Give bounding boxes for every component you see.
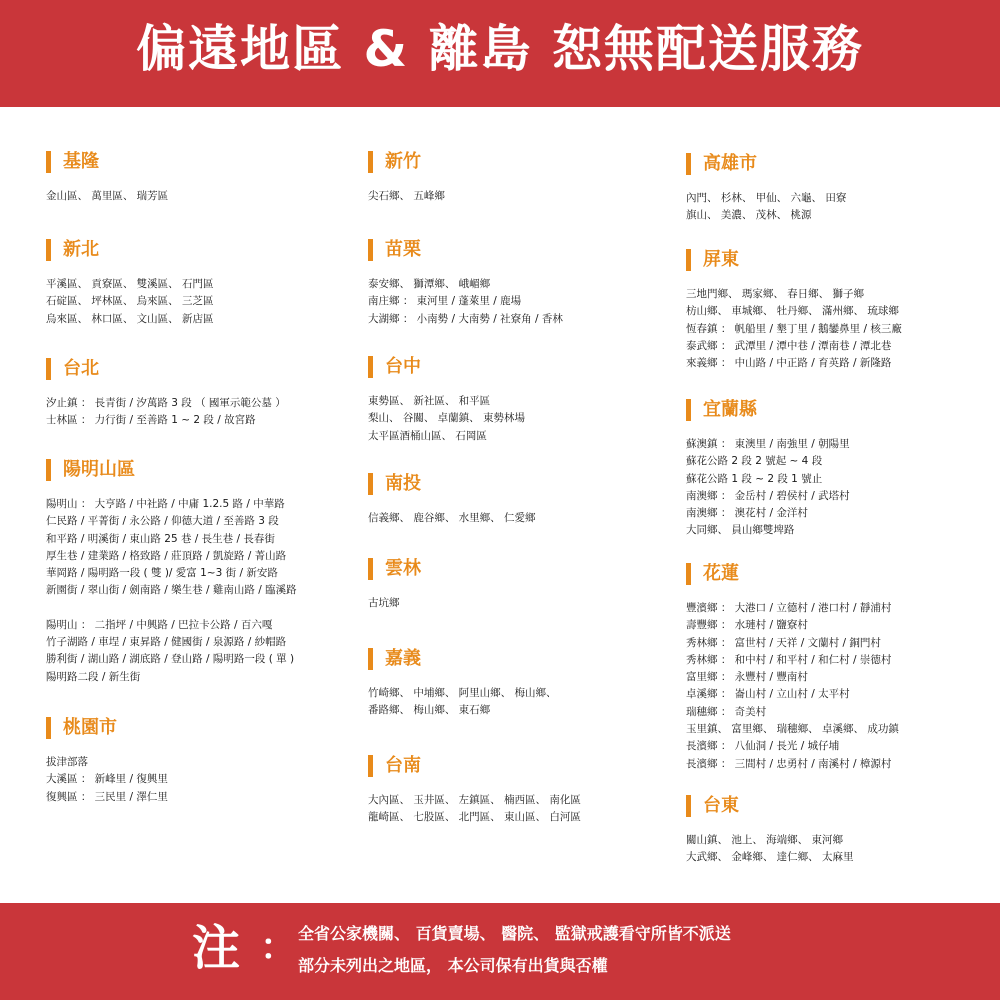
region-line: 南澳鄉 ： 澳花村 / 金洋村 <box>686 507 808 520</box>
region-pingtung <box>686 248 996 372</box>
region-name: 苗栗 <box>385 239 421 260</box>
region-marker <box>46 358 51 380</box>
region-name: 台北 <box>63 358 99 379</box>
region-taitung <box>686 794 996 867</box>
region-yilan <box>686 398 996 540</box>
region-line: 內門、 杉林、 甲仙、 六龜、 田寮 <box>686 192 847 204</box>
region-line: 烏來區、 林口區、 文山區、 新店區 <box>46 312 214 325</box>
region-marker <box>368 558 373 580</box>
region-name: 台東 <box>703 795 739 816</box>
region-name: 新竹 <box>385 151 421 172</box>
region-name: 台中 <box>385 356 421 377</box>
region-line: 厚生巷 / 建業路 / 格致路 / 莊頂路 / 凱旋路 / 菁山路 <box>46 549 287 562</box>
region-line: 大溪區 ： 新峰里 / 復興里 <box>46 773 168 786</box>
line-spacer <box>46 600 356 617</box>
region-kaohsiung <box>686 152 996 225</box>
region-line: 陽明路二段 / 新生街 <box>46 670 141 683</box>
region-line: 平溪區、 貢寮區、 雙溪區、 石門區 <box>46 278 214 290</box>
region-name: 陽明山區 <box>63 459 135 480</box>
region-line: 豐濱鄉 ： 大港口 / 立德村 / 港口村 / 靜浦村 <box>686 602 892 614</box>
region-line: 和平路 / 明溪街 / 東山路 25 巷 / 長生巷 / 長春街 <box>46 532 275 545</box>
region-marker <box>368 648 373 670</box>
region-taoyuan <box>46 716 356 806</box>
region-line: 梨山、 谷關、 卓蘭鎮、 東勢林場 <box>368 412 526 425</box>
region-name: 雲林 <box>385 558 421 579</box>
region-line: 關山鎮、 池上、 海端鄉、 東河鄉 <box>686 834 844 846</box>
region-line: 大內區、 玉井區、 左鎮區、 楠西區、 南化區 <box>368 794 581 806</box>
region-miaoli <box>368 238 678 328</box>
region-nantou <box>368 472 678 527</box>
region-taichung <box>368 355 678 445</box>
region-line: 三地門鄉、 瑪家鄉、 春日鄉、 獅子鄉 <box>686 288 865 300</box>
page-title: 偏遠地區 & 離島 恕無配送服務 <box>136 20 864 78</box>
region-line: 枋山鄉、 車城鄉、 牡丹鄉、 滿州鄉、 琉球鄉 <box>686 305 899 318</box>
region-marker <box>368 755 373 777</box>
region-line: 玉里鎮、 富里鄉、 瑞穗鄉、 卓溪鄉、 成功鎮 <box>686 723 899 736</box>
region-line: 富里鄉 ： 永豐村 / 豐南村 <box>686 671 808 684</box>
region-marker <box>368 239 373 261</box>
region-keelung <box>46 150 356 205</box>
region-name: 高雄市 <box>703 153 757 174</box>
region-line: 尖石鄉、 五峰鄉 <box>368 190 445 202</box>
region-line: 東勢區、 新社區、 和平區 <box>368 395 491 407</box>
region-line: 南澳鄉 ： 金岳村 / 碧侯村 / 武塔村 <box>686 489 850 502</box>
region-name: 新北 <box>63 239 99 260</box>
region-marker <box>686 153 691 175</box>
region-marker <box>368 473 373 495</box>
region-line: 古坑鄉 <box>368 597 400 609</box>
region-line: 長濱鄉 ： 三間村 / 忠勇村 / 南溪村 / 樟源村 <box>686 757 892 770</box>
region-marker <box>46 459 51 481</box>
title-banner <box>0 0 1000 107</box>
region-line: 蘇澳鎮 ： 東澳里 / 南強里 / 朝陽里 <box>686 438 850 450</box>
region-hsinchu <box>368 150 678 205</box>
region-line: 陽明山 ： 大亨路 / 中社路 / 中庸 1.2.5 路 / 中華路 <box>46 498 285 510</box>
region-name: 宜蘭縣 <box>703 399 757 420</box>
region-line: 秀林鄉 ： 富世村 / 天祥 / 文蘭村 / 銅門村 <box>686 636 881 649</box>
region-line: 汐止鎮 ： 長青街 / 汐萬路 3 段 （ 國軍示範公墓 ） <box>46 397 286 409</box>
region-line: 仁民路 / 平菁街 / 永公路 / 仰德大道 / 至善路 3 段 <box>46 515 279 528</box>
region-marker <box>686 249 691 271</box>
region-line: 來義鄉 ： 中山路 / 中正路 / 育英路 / 新隆路 <box>686 357 892 370</box>
region-line: 恆春鎮 ： 帆船里 / 墾丁里 / 鵝鑾鼻里 / 核三廠 <box>686 322 902 335</box>
note-line-1: 全省公家機關、 百貨賣場、 醫院、 監獄戒護看守所皆不派送 <box>298 924 731 943</box>
region-line: 番路鄉、 梅山鄉、 東石鄉 <box>368 704 491 717</box>
region-marker <box>686 563 691 585</box>
region-marker <box>686 795 691 817</box>
region-marker <box>46 717 51 739</box>
region-yunlin <box>368 557 678 612</box>
region-line: 瑞穗鄉 ： 奇美村 <box>686 705 767 718</box>
region-line: 石碇區、 坪林區、 烏來區、 三芝區 <box>46 295 214 308</box>
region-new-taipei <box>46 238 356 328</box>
region-yangmingshan <box>46 458 356 686</box>
region-line: 勝利街 / 湖山路 / 湖底路 / 登山路 / 陽明路一段 ( 單 ) <box>46 653 295 666</box>
region-line: 長濱鄉 ： 八仙洞 / 長光 / 城仔埔 <box>686 740 840 753</box>
region-name: 基隆 <box>63 151 99 172</box>
region-taipei <box>46 357 356 430</box>
region-line: 大武鄉、 金峰鄉、 達仁鄉、 太麻里 <box>686 851 854 864</box>
region-hualien <box>686 562 996 773</box>
region-line: 蘇花公路 1 段 ~ 2 段 1 號止 <box>686 472 823 485</box>
region-line: 士林區 ： 力行街 / 至善路 1 ~ 2 段 / 故宮路 <box>46 414 256 427</box>
note-mark: 注 <box>192 920 241 976</box>
region-marker <box>46 239 51 261</box>
region-line: 華岡路 / 陽明路一段 ( 雙 )/ 愛富 1~3 街 / 新安路 <box>46 567 278 580</box>
region-marker <box>368 151 373 173</box>
region-chiayi <box>368 647 678 720</box>
region-name: 南投 <box>385 473 421 494</box>
region-line: 南庄鄉 ： 東河里 / 蓬萊里 / 鹿場 <box>368 295 522 308</box>
region-line: 壽豐鄉 ： 水璉村 / 鹽寮村 <box>686 619 808 632</box>
region-tainan <box>368 754 678 827</box>
region-line: 秀林鄉 ： 和中村 / 和平村 / 和仁村 / 崇德村 <box>686 653 892 666</box>
region-line: 復興區 ： 三民里 / 澤仁里 <box>46 790 168 803</box>
region-line: 金山區、 萬里區、 瑞芳區 <box>46 190 169 202</box>
region-name: 屏東 <box>703 249 739 270</box>
region-line: 泰安鄉、 獅潭鄉、 峨嵋鄉 <box>368 278 491 290</box>
region-line: 大湖鄉 ： 小南勢 / 大南勢 / 社寮角 / 香林 <box>368 312 563 325</box>
region-name: 台南 <box>385 755 421 776</box>
region-marker <box>686 399 691 421</box>
region-line: 大同鄉、 員山鄉雙埤路 <box>686 524 795 537</box>
region-line: 新園街 / 翠山街 / 劍南路 / 樂生巷 / 雞南山路 / 臨溪路 <box>46 584 297 597</box>
region-marker <box>368 356 373 378</box>
footer-banner <box>0 903 1000 1000</box>
note-line-2: 部分未列出之地區， 本公司保有出貨與否權 <box>298 956 608 975</box>
region-line: 龍崎區、 七股區、 北門區、 東山區、 白河區 <box>368 811 581 824</box>
region-line: 陽明山 ： 二指坪 / 中興路 / 巴拉卡公路 / 百六嘎 <box>46 618 273 631</box>
region-line: 竹子湖路 / 車埕 / 東昇路 / 健國街 / 泉源路 / 紗帽路 <box>46 636 287 649</box>
region-name: 桃園市 <box>63 717 117 738</box>
region-line: 卓溪鄉 ： 崙山村 / 立山村 / 太平村 <box>686 688 850 701</box>
region-name: 花蓮 <box>703 563 739 584</box>
region-line: 拔津部落 <box>46 756 88 768</box>
region-line: 太平區酒桶山區、 石岡區 <box>368 429 487 442</box>
region-marker <box>46 151 51 173</box>
region-line: 旗山、 美濃、 茂林、 桃源 <box>686 209 812 222</box>
region-line: 信義鄉、 鹿谷鄉、 水里鄉、 仁愛鄉 <box>368 512 536 524</box>
region-line: 泰武鄉 ： 武潭里 / 潭中巷 / 潭南巷 / 潭北巷 <box>686 339 892 352</box>
region-line: 蘇花公路 2 段 2 號起 ~ 4 段 <box>686 455 823 468</box>
note-colon: ： <box>260 927 297 968</box>
region-line: 竹崎鄉、 中埔鄉、 阿里山鄉、 梅山鄉、 <box>368 687 557 699</box>
region-name: 嘉義 <box>385 648 421 669</box>
